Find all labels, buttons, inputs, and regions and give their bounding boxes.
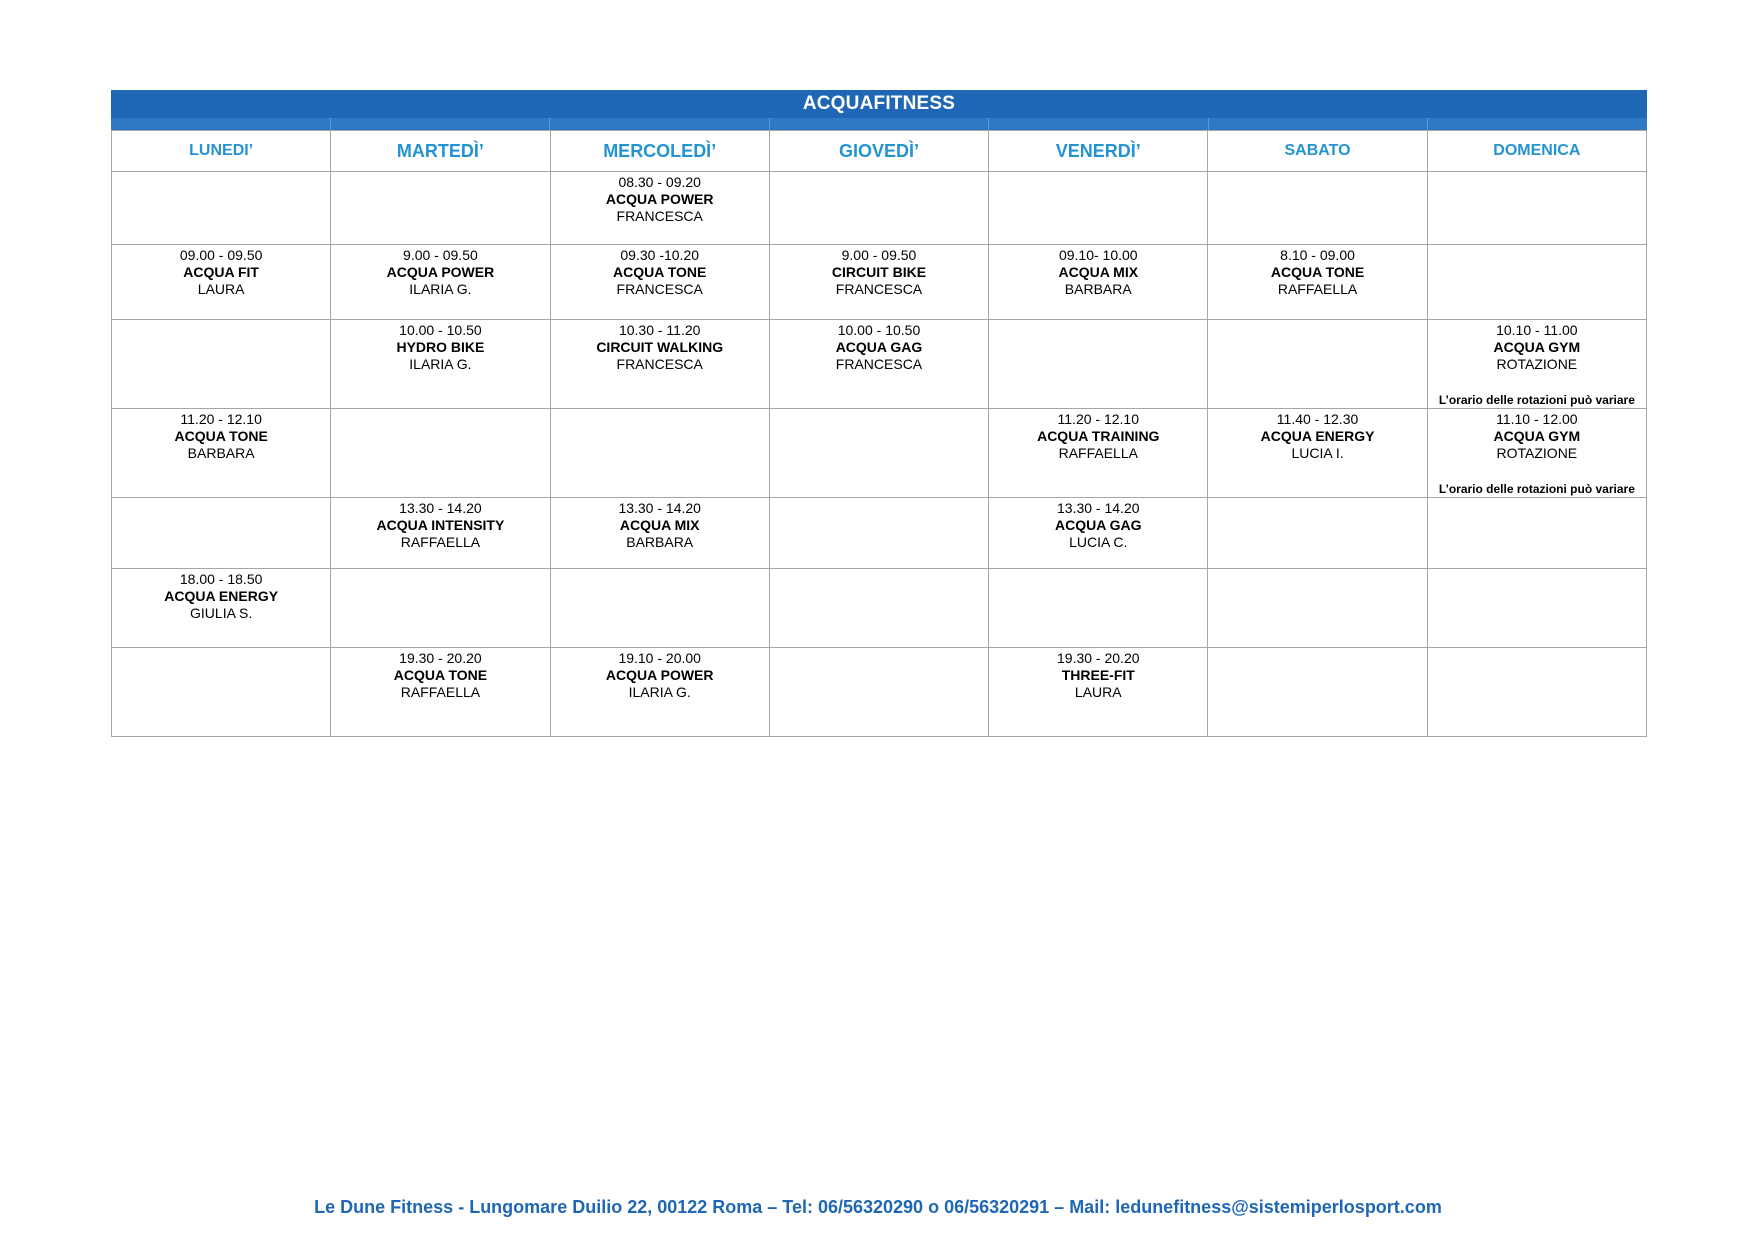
- class-cell: [112, 172, 331, 245]
- class-instructor: RAFFAELLA: [1058, 445, 1138, 461]
- class-cell: [112, 569, 331, 648]
- title-strip: [111, 118, 1647, 130]
- class-cell: [331, 498, 550, 569]
- class-cell: [769, 320, 988, 409]
- class-name: ACQUA TONE: [393, 667, 488, 683]
- rotation-note: L’orario delle rotazioni può variare: [1438, 482, 1635, 496]
- class-cell: [1208, 648, 1427, 737]
- class-cell: [769, 245, 988, 320]
- class-time: 10.00 - 10.50: [837, 322, 921, 338]
- class-cell: [550, 320, 769, 409]
- class-time: 10.10 - 11.00: [1496, 322, 1578, 338]
- class-cell: [1427, 498, 1646, 569]
- day-header-5: SABATO: [1208, 131, 1427, 172]
- class-time: 09.00 - 09.50: [179, 247, 263, 263]
- class-cell: [989, 498, 1208, 569]
- class-cell: [1427, 409, 1646, 498]
- class-time: 10.00 - 10.50: [399, 322, 482, 338]
- class-cell: [989, 245, 1208, 320]
- class-instructor: FRANCESCA: [835, 281, 923, 297]
- class-cell: [331, 648, 550, 737]
- class-name: ACQUA POWER: [386, 264, 495, 280]
- class-instructor: ROTAZIONE: [1496, 356, 1578, 372]
- class-time: 10.30 - 11.20: [618, 322, 701, 338]
- class-name: THREE-FIT: [1061, 667, 1135, 683]
- day-header-6: DOMENICA: [1427, 131, 1646, 172]
- class-time: 11.10 - 12.00: [1496, 411, 1578, 427]
- table-row: [112, 409, 1647, 498]
- class-time: 9.00 - 09.50: [403, 247, 478, 263]
- class-time: 09.30 -10.20: [620, 247, 700, 263]
- class-name: ACQUA GYM: [1493, 428, 1581, 444]
- timetable: [111, 130, 1647, 737]
- class-instructor: LAURA: [197, 281, 245, 297]
- class-name: ACQUA GAG: [1054, 517, 1142, 533]
- class-cell: [550, 245, 769, 320]
- class-instructor: FRANCESCA: [835, 356, 923, 372]
- day-header-3: GIOVEDÌ’: [769, 131, 988, 172]
- table-row: [112, 320, 1647, 409]
- class-name: ACQUA ENERGY: [164, 588, 279, 604]
- class-cell: [989, 409, 1208, 498]
- class-cell: [1208, 245, 1427, 320]
- class-cell: [769, 648, 988, 737]
- class-time: 13.30 - 14.20: [618, 500, 701, 516]
- class-instructor: BARBARA: [626, 534, 694, 550]
- class-instructor: ILARIA G.: [628, 684, 691, 700]
- class-cell: [1427, 245, 1646, 320]
- class-cell: [989, 569, 1208, 648]
- class-cell: [1208, 172, 1427, 245]
- class-instructor: BARBARA: [187, 445, 255, 461]
- table-row: [112, 498, 1647, 569]
- class-instructor: ILARIA G.: [409, 281, 472, 297]
- class-name: ACQUA POWER: [605, 667, 714, 683]
- class-time: 19.30 - 20.20: [399, 650, 482, 666]
- class-cell: [989, 648, 1208, 737]
- class-cell: [550, 409, 769, 498]
- rotation-note: L’orario delle rotazioni può variare: [1438, 393, 1635, 407]
- class-instructor: LAURA: [1074, 684, 1122, 700]
- class-name: CIRCUIT BIKE: [831, 264, 927, 280]
- class-cell: [769, 569, 988, 648]
- class-time: 11.20 - 12.10: [180, 411, 262, 427]
- class-cell: [550, 648, 769, 737]
- class-time: 11.20 - 12.10: [1057, 411, 1139, 427]
- class-instructor: ROTAZIONE: [1496, 445, 1578, 461]
- class-time: 19.10 - 20.00: [618, 650, 701, 666]
- day-header-2: MERCOLEDÌ’: [550, 131, 769, 172]
- schedule-table: [111, 90, 1647, 737]
- class-cell: [331, 569, 550, 648]
- class-cell: [1427, 569, 1646, 648]
- class-cell: [331, 320, 550, 409]
- class-name: ACQUA INTENSITY: [376, 517, 505, 533]
- table-row: [112, 245, 1647, 320]
- class-instructor: FRANCESCA: [616, 356, 703, 372]
- class-name: ACQUA FIT: [183, 264, 259, 280]
- class-instructor: RAFFAELLA: [1277, 281, 1358, 297]
- class-cell: [1427, 320, 1646, 409]
- class-cell: [331, 245, 550, 320]
- class-instructor: FRANCESCA: [616, 208, 703, 224]
- class-cell: [550, 172, 769, 245]
- class-time: 13.30 - 14.20: [1057, 500, 1140, 516]
- class-cell: [1427, 648, 1646, 737]
- class-cell: [1208, 498, 1427, 569]
- class-cell: [112, 320, 331, 409]
- class-name: ACQUA TONE: [174, 428, 268, 444]
- class-name: ACQUA ENERGY: [1260, 428, 1375, 444]
- class-time: 19.30 - 20.20: [1057, 650, 1140, 666]
- class-cell: [550, 569, 769, 648]
- class-time: 8.10 - 09.00: [1280, 247, 1355, 263]
- class-cell: [1427, 172, 1646, 245]
- class-time: 9.00 - 09.50: [841, 247, 917, 263]
- footer-contact: Le Dune Fitness - Lungomare Duilio 22, 00122 Roma – Tel: 06/56320290 o 06/56320291 – Mail: ledunefitness@sistemiperlosport.com: [314, 1197, 1442, 1217]
- class-cell: [1208, 320, 1427, 409]
- class-cell: [331, 172, 550, 245]
- class-time: 09.10- 10.00: [1058, 247, 1138, 263]
- day-header-0: LUNEDI’: [112, 131, 331, 172]
- day-header-1: MARTEDÌ’: [331, 131, 550, 172]
- class-name: ACQUA GYM: [1493, 339, 1581, 355]
- class-cell: [331, 409, 550, 498]
- class-cell: [112, 648, 331, 737]
- class-instructor: FRANCESCA: [616, 281, 703, 297]
- class-instructor: BARBARA: [1064, 281, 1132, 297]
- class-instructor: RAFFAELLA: [400, 534, 481, 550]
- class-cell: [550, 498, 769, 569]
- day-header-row: [112, 131, 1647, 172]
- class-time: 11.40 - 12.30: [1276, 411, 1359, 427]
- class-instructor: LUCIA I.: [1291, 445, 1344, 461]
- class-cell: [989, 172, 1208, 245]
- class-cell: [112, 409, 331, 498]
- table-row: [112, 648, 1647, 737]
- class-name: CIRCUIT WALKING: [596, 339, 724, 355]
- class-instructor: RAFFAELLA: [400, 684, 481, 700]
- class-time: 08.30 - 09.20: [618, 174, 701, 190]
- class-cell: [989, 320, 1208, 409]
- class-instructor: GIULIA S.: [190, 605, 253, 621]
- class-time: 18.00 - 18.50: [179, 571, 263, 587]
- schedule-title: ACQUAFITNESS: [111, 90, 1647, 118]
- class-name: ACQUA POWER: [605, 191, 714, 207]
- class-name: ACQUA TRAINING: [1037, 428, 1160, 444]
- class-name: ACQUA MIX: [1058, 264, 1139, 280]
- class-name: HYDRO BIKE: [396, 339, 485, 355]
- class-instructor: ILARIA G.: [409, 356, 472, 372]
- class-time: 13.30 - 14.20: [399, 500, 482, 516]
- class-cell: [769, 172, 988, 245]
- class-cell: [769, 498, 988, 569]
- class-cell: [112, 498, 331, 569]
- class-name: ACQUA GAG: [835, 339, 923, 355]
- class-instructor: LUCIA C.: [1069, 534, 1128, 550]
- class-cell: [769, 409, 988, 498]
- class-name: ACQUA TONE: [1270, 264, 1365, 280]
- table-row: [112, 172, 1647, 245]
- table-row: [112, 569, 1647, 648]
- class-cell: [1208, 409, 1427, 498]
- class-name: ACQUA TONE: [613, 264, 707, 280]
- class-name: ACQUA MIX: [619, 517, 700, 533]
- class-cell: [1208, 569, 1427, 648]
- class-cell: [112, 245, 331, 320]
- day-header-4: VENERDÌ’: [989, 131, 1208, 172]
